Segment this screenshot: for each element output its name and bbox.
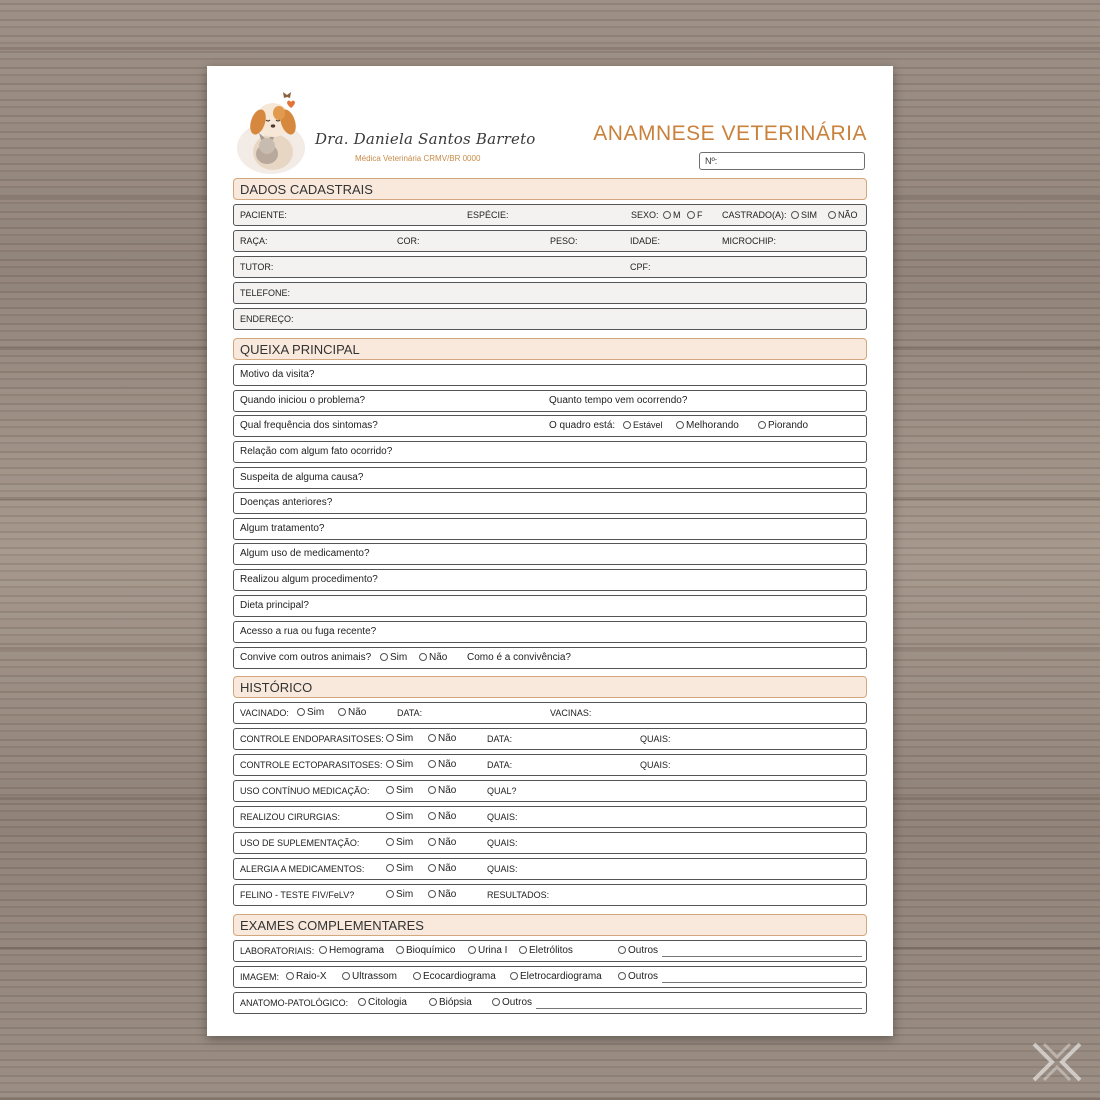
option-felino-nao[interactable]: Não: [428, 889, 456, 900]
checkbox-icon: [618, 946, 626, 954]
label-endereco: ENDEREÇO:: [240, 314, 294, 324]
label-cor: COR:: [397, 236, 420, 246]
label-vacinado-data: DATA:: [397, 708, 423, 718]
row-felino[interactable]: [233, 884, 867, 906]
row-frequencia[interactable]: [233, 415, 867, 437]
checkbox-icon: [618, 972, 626, 980]
label-microchip: MICROCHIP:: [722, 236, 776, 246]
label-ecto-quais: QUAIS:: [640, 760, 671, 770]
label-suplementacao: USO DE SUPLEMENTAÇÃO:: [240, 838, 360, 848]
anamnesis-form-sheet: [207, 66, 893, 1036]
question-doencas: Doenças anteriores?: [240, 497, 333, 508]
row-tutor[interactable]: [233, 256, 867, 278]
option-biopsia[interactable]: Biópsia: [429, 997, 472, 1008]
checkbox-icon: [758, 421, 766, 429]
row-tratamento[interactable]: [233, 518, 867, 540]
label-uso-continuo: USO CONTÍNUO MEDICAÇÃO:: [240, 786, 370, 796]
checkbox-icon: [519, 946, 527, 954]
checkbox-icon: [380, 653, 388, 661]
number-label: Nº:: [705, 156, 718, 166]
option-hemograma[interactable]: Hemograma: [319, 945, 384, 956]
checkbox-icon: [428, 760, 436, 768]
option-bioquimico[interactable]: Bioquímico: [396, 945, 455, 956]
checkbox-icon: [386, 812, 394, 820]
checkbox-icon: [428, 734, 436, 742]
row-relacao[interactable]: [233, 441, 867, 463]
label-cpf: CPF:: [630, 262, 651, 272]
row-uso-continuo[interactable]: [233, 780, 867, 802]
label-peso: PESO:: [550, 236, 578, 246]
option-sexo-f[interactable]: F: [687, 210, 703, 220]
option-suplementacao-nao[interactable]: Não: [428, 837, 456, 848]
doctor-crmv: Médica Veterinária CRMV/BR 0000: [355, 154, 481, 163]
checkbox-icon: [676, 421, 684, 429]
question-motivo: Motivo da visita?: [240, 369, 315, 380]
checkbox-icon: [386, 838, 394, 846]
checkbox-icon: [386, 864, 394, 872]
checkbox-icon: [386, 786, 394, 794]
label-alergia-quais: QUAIS:: [487, 864, 518, 874]
row-suplementacao[interactable]: [233, 832, 867, 854]
question-acesso: Acesso a rua ou fuga recente?: [240, 626, 377, 637]
label-alergia: ALERGIA A MEDICAMENTOS:: [240, 864, 365, 874]
checkbox-icon: [413, 972, 421, 980]
label-tutor: TUTOR:: [240, 262, 274, 272]
label-castrado: CASTRADO(A):: [722, 210, 787, 220]
label-anatomo: ANATOMO-PATOLÓGICO:: [240, 998, 349, 1008]
checkbox-icon: [428, 786, 436, 794]
row-inicio[interactable]: [233, 390, 867, 412]
row-laboratoriais[interactable]: [233, 940, 867, 962]
row-anatomo[interactable]: [233, 992, 867, 1014]
section-queixa-principal: QUEIXA PRINCIPAL: [233, 338, 867, 360]
label-felino: FELINO - TESTE FIV/FeLV?: [240, 890, 355, 900]
option-melhorando[interactable]: Melhorando: [676, 420, 739, 431]
question-tempo: Quanto tempo vem ocorrendo?: [549, 395, 688, 406]
question-tratamento: Algum tratamento?: [240, 523, 325, 534]
img-outros-line[interactable]: [662, 982, 862, 983]
question-suspeita: Suspeita de alguma causa?: [240, 472, 364, 483]
row-imagem[interactable]: [233, 966, 867, 988]
row-procedimento[interactable]: [233, 569, 867, 591]
checkbox-icon: [338, 708, 346, 716]
label-endo-quais: QUAIS:: [640, 734, 671, 744]
option-cirurgias-nao[interactable]: Não: [428, 811, 456, 822]
option-ecto-nao[interactable]: Não: [428, 759, 456, 770]
label-endo-data: DATA:: [487, 734, 513, 744]
option-citologia[interactable]: Citologia: [358, 997, 407, 1008]
option-castrado-nao[interactable]: NÃO: [828, 210, 858, 220]
label-suplementacao-quais: QUAIS:: [487, 838, 518, 848]
question-dieta: Dieta principal?: [240, 600, 309, 611]
question-relacao: Relação com algum fato ocorrido?: [240, 446, 393, 457]
option-cirurgias-sim[interactable]: Sim: [386, 811, 413, 822]
label-vacinado: VACINADO:: [240, 708, 289, 718]
row-endoparasitoses[interactable]: [233, 728, 867, 750]
label-imagem: IMAGEM:: [240, 972, 280, 982]
label-vacinas: VACINAS:: [550, 708, 592, 718]
checkbox-icon: [396, 946, 404, 954]
option-anatomo-outros[interactable]: Outros: [492, 997, 532, 1008]
row-endereco[interactable]: [233, 308, 867, 330]
option-castrado-sim[interactable]: SIM: [791, 210, 817, 220]
row-alergia[interactable]: [233, 858, 867, 880]
form-header: [207, 66, 893, 178]
row-suspeita[interactable]: [233, 467, 867, 489]
option-ecto-sim[interactable]: Sim: [386, 759, 413, 770]
checkbox-icon: [429, 998, 437, 1006]
option-uso-continuo-sim[interactable]: Sim: [386, 785, 413, 796]
row-raca[interactable]: [233, 230, 867, 252]
checkbox-icon: [286, 972, 294, 980]
checkbox-icon: [492, 998, 500, 1006]
label-sexo: SEXO:: [631, 210, 659, 220]
label-telefone: TELEFONE:: [240, 288, 291, 298]
label-ecto-data: DATA:: [487, 760, 513, 770]
section-historico: HISTÓRICO: [233, 676, 867, 698]
option-vacinado-sim[interactable]: Sim: [297, 707, 324, 718]
row-acesso[interactable]: [233, 621, 867, 643]
row-convive[interactable]: [233, 647, 867, 669]
label-especie: ESPÉCIE:: [467, 210, 509, 220]
option-alergia-nao[interactable]: Não: [428, 863, 456, 874]
option-felino-sim[interactable]: Sim: [386, 889, 413, 900]
row-paciente[interactable]: [233, 204, 867, 226]
row-motivo[interactable]: [233, 364, 867, 386]
checkbox-icon: [358, 998, 366, 1006]
option-eletrocardiograma[interactable]: Eletrocardiograma: [510, 971, 602, 982]
question-inicio: Quando iniciou o problema?: [240, 395, 366, 406]
checkbox-icon: [663, 211, 671, 219]
checkbox-icon: [419, 653, 427, 661]
checkbox-icon: [386, 890, 394, 898]
checkbox-icon: [428, 890, 436, 898]
checkbox-icon: [510, 972, 518, 980]
checkbox-icon: [468, 946, 476, 954]
row-cirurgias[interactable]: [233, 806, 867, 828]
checkbox-icon: [386, 734, 394, 742]
checkbox-icon: [386, 760, 394, 768]
option-endo-nao[interactable]: Não: [428, 733, 456, 744]
option-sexo-m[interactable]: M: [663, 210, 681, 220]
option-alergia-sim[interactable]: Sim: [386, 863, 413, 874]
checkbox-icon: [791, 211, 799, 219]
row-medicamento[interactable]: [233, 543, 867, 565]
option-vacinado-nao[interactable]: Não: [338, 707, 366, 718]
section-dados-cadastrais: DADOS CADASTRAIS: [233, 178, 867, 200]
option-eletrolitos[interactable]: Eletrólitos: [519, 945, 573, 956]
label-qual: QUAL?: [487, 786, 517, 796]
question-frequencia: Qual frequência dos sintomas?: [240, 420, 378, 431]
checkbox-icon: [687, 211, 695, 219]
option-convive-sim[interactable]: Sim: [380, 652, 407, 663]
option-ecocardiograma[interactable]: Ecocardiograma: [413, 971, 496, 982]
doctor-name: Dra. Daniela Santos Barreto: [315, 130, 536, 148]
option-raio-x[interactable]: Raio-X: [286, 971, 327, 982]
row-doencas[interactable]: [233, 492, 867, 514]
label-paciente: PACIENTE:: [240, 210, 287, 220]
label-endoparasitoses: CONTROLE ENDOPARASITOSES:: [240, 734, 384, 744]
checkbox-icon: [623, 421, 631, 429]
checkbox-icon: [342, 972, 350, 980]
checkbox-icon: [828, 211, 836, 219]
row-dieta[interactable]: [233, 595, 867, 617]
option-ultrassom[interactable]: Ultrassom: [342, 971, 397, 982]
lab-outros-line[interactable]: [662, 956, 862, 957]
form-title: ANAMNESE VETERINÁRIA: [593, 122, 867, 145]
checkbox-icon: [428, 838, 436, 846]
option-lab-outros[interactable]: Outros: [618, 945, 658, 956]
option-uso-continuo-nao[interactable]: Não: [428, 785, 456, 796]
option-suplementacao-sim[interactable]: Sim: [386, 837, 413, 848]
question-procedimento: Realizou algum procedimento?: [240, 574, 378, 585]
checkbox-icon: [428, 864, 436, 872]
puppy-kitten-logo-icon: [231, 86, 311, 178]
question-convive: Convive com outros animais?: [240, 652, 372, 663]
checkbox-icon: [297, 708, 305, 716]
option-piorando[interactable]: Piorando: [758, 420, 808, 431]
checkbox-icon: [428, 812, 436, 820]
row-ectoparasitoses[interactable]: [233, 754, 867, 776]
row-vacinado[interactable]: [233, 702, 867, 724]
watermark-logo-icon: [1030, 1040, 1084, 1084]
option-urina[interactable]: Urina I: [468, 945, 507, 956]
label-ectoparasitoses: CONTROLE ECTOPARASITOSES:: [240, 760, 383, 770]
option-convive-nao[interactable]: Não: [419, 652, 447, 663]
checkbox-icon: [319, 946, 327, 954]
label-raca: RAÇA:: [240, 236, 268, 246]
label-resultados: RESULTADOS:: [487, 890, 550, 900]
section-exames-complementares: EXAMES COMPLEMENTARES: [233, 914, 867, 936]
option-img-outros[interactable]: Outros: [618, 971, 658, 982]
question-medicamento: Algum uso de medicamento?: [240, 548, 370, 559]
label-cirurgias: REALIZOU CIRURGIAS:: [240, 812, 341, 822]
question-quadro: O quadro está:: [549, 420, 616, 431]
option-estavel[interactable]: Estável: [623, 420, 663, 430]
label-cirurgias-quais: QUAIS:: [487, 812, 518, 822]
label-idade: IDADE:: [630, 236, 661, 246]
number-field[interactable]: [699, 152, 865, 170]
row-telefone[interactable]: [233, 282, 867, 304]
label-laboratoriais: LABORATORIAIS:: [240, 946, 315, 956]
anatomo-outros-line[interactable]: [536, 1008, 862, 1009]
question-convivencia: Como é a convivência?: [467, 652, 571, 663]
option-endo-sim[interactable]: Sim: [386, 733, 413, 744]
